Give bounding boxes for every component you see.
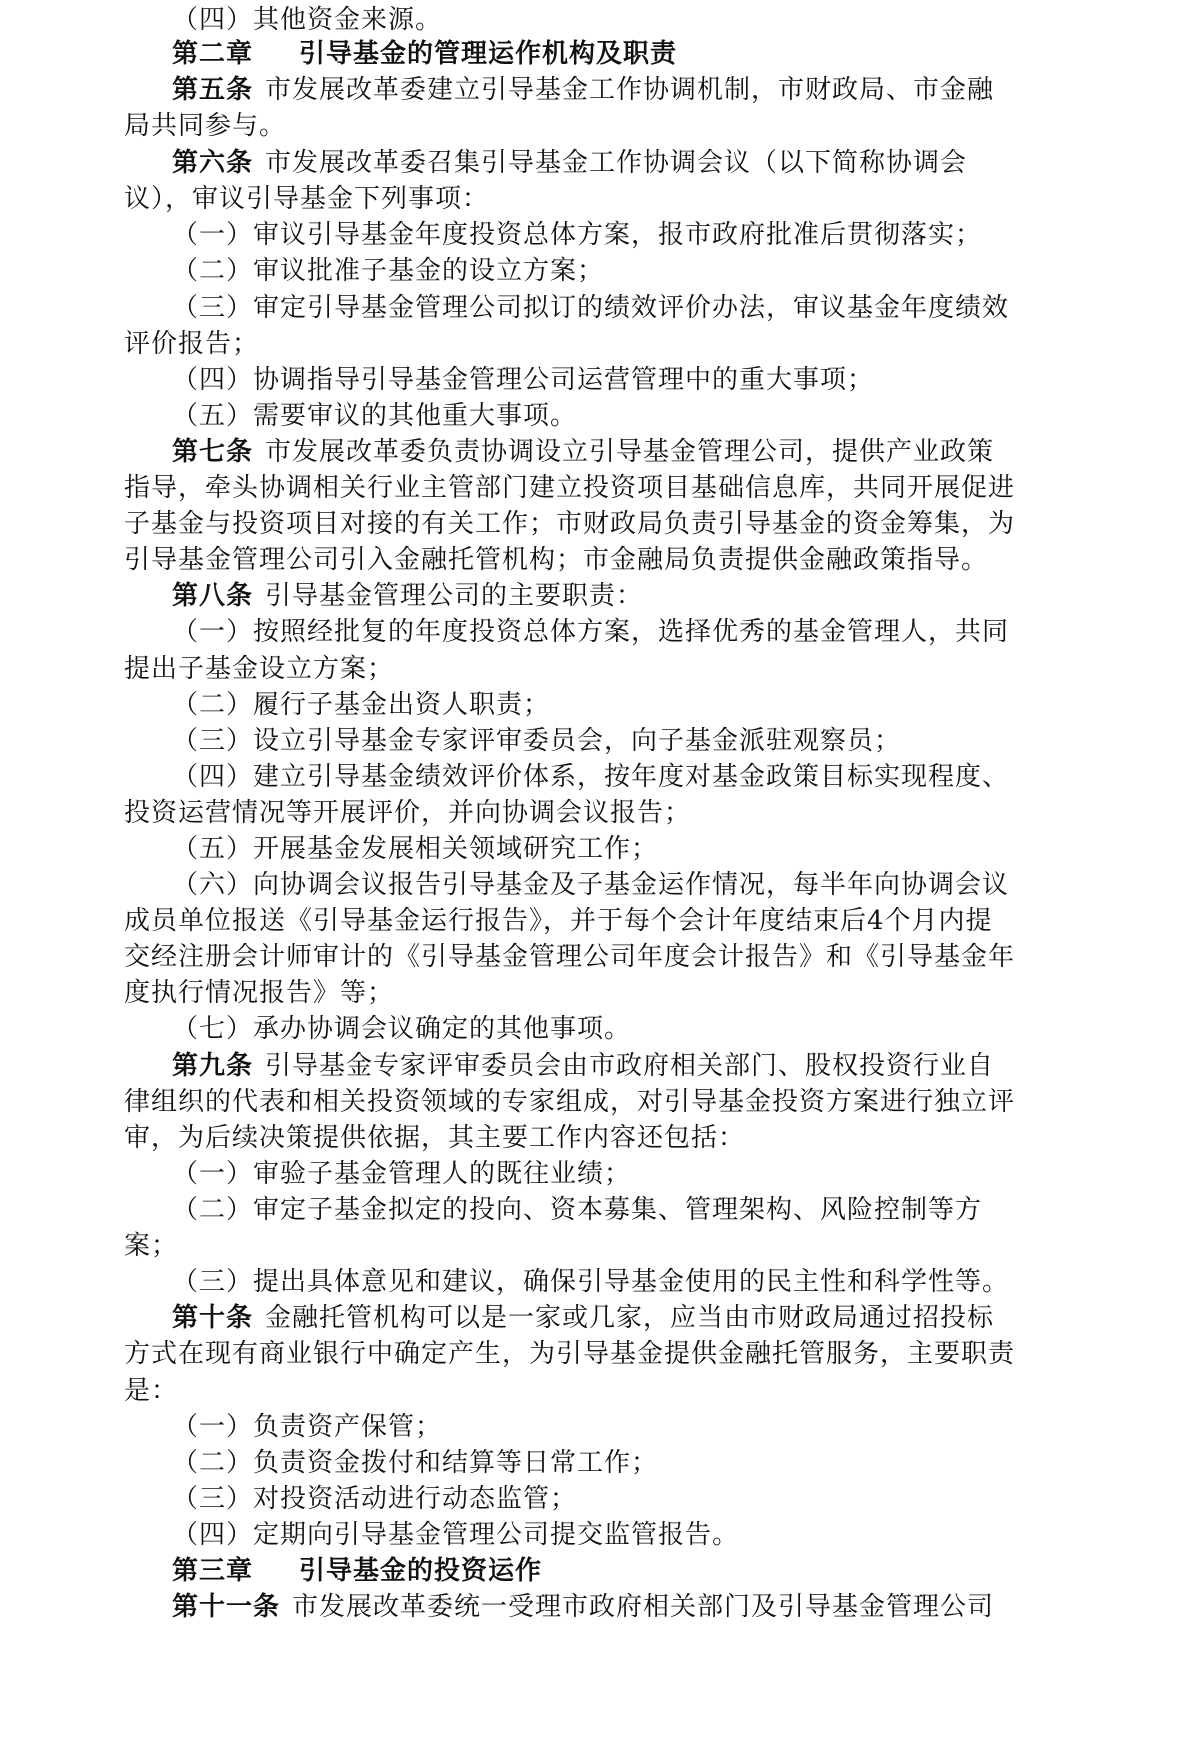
list-item: （二）负责资金拨付和结算等日常工作； [172,1448,659,1478]
text-line: 局共同参与。 [124,111,287,141]
list-item: （一）审验子基金管理人的既往业绩； [172,1159,632,1189]
text-line: 指导，牵头协调相关行业主管部门建立投资项目基础信息库，共同开展促进 [124,473,1016,503]
article-paragraph: 第九条 引导基金专家评审委员会由市政府相关部门、股权投资行业自 [172,1051,995,1081]
text-line: 交经注册会计师审计的《引导基金管理公司年度会计报告》和《引导基金年 [124,942,1016,972]
article-number: 第十条 [172,1303,254,1333]
list-item: （二）审定子基金拟定的投向、资本募集、管理架构、风险控制等方 [172,1195,983,1225]
list-item: （四）定期向引导基金管理公司提交监管报告。 [172,1520,740,1550]
text-line: 评价报告； [124,329,260,359]
list-item: （五）开展基金发展相关领域研究工作； [172,834,659,864]
text-line: 议），审议引导基金下列事项： [124,184,490,214]
text-line: 案； [124,1231,179,1261]
article-paragraph: 第五条 市发展改革委建立引导基金工作协调机制，市财政局、市金融 [172,75,995,105]
list-item: （四）其他资金来源。 [172,5,443,35]
article-number: 第六条 [172,148,254,178]
list-item: （二）审议批准子基金的设立方案； [172,256,605,286]
list-item: （五）需要审议的其他重大事项。 [172,401,578,431]
chapter-number: 第二章 [172,39,254,69]
list-item: （四）协调指导引导基金管理公司运营管理中的重大事项； [172,365,875,395]
text-line: 投资运营情况等开展评价，并向协调会议报告； [124,798,692,828]
text-line: 律组织的代表和相关投资领域的专家组成，对引导基金投资方案进行独立评 [124,1087,1016,1117]
list-item: （三）设立引导基金专家评审委员会，向子基金派驻观察员； [172,726,902,756]
chapter-heading [172,1553,542,1589]
list-item: （三）对投资活动进行动态监管； [172,1484,578,1514]
article-number: 第八条 [172,581,254,611]
list-item: （一）按照经批复的年度投资总体方案，选择优秀的基金管理人，共同 [172,617,1010,647]
list-item: （一）负责资产保管； [172,1412,443,1442]
list-item: （三）提出具体意见和建议，确保引导基金使用的民主性和科学性等。 [172,1267,1010,1297]
chapter-title: 引导基金的投资运作 [299,1556,543,1586]
list-item: （七）承办协调会议确定的其他事项。 [172,1014,632,1044]
article-number: 第五条 [172,75,254,105]
article-number: 第九条 [172,1051,254,1081]
article-paragraph: 第八条 引导基金管理公司的主要职责： [172,581,644,611]
text-line: 度执行情况报告》等； [124,978,395,1008]
article-paragraph: 第十一条 市发展改革委统一受理市政府相关部门及引导基金管理公司 [172,1592,995,1622]
article-paragraph: 第十条 金融托管机构可以是一家或几家，应当由市财政局通过招投标 [172,1303,995,1333]
text-line: 提出子基金设立方案； [124,654,395,684]
article-number: 第七条 [172,437,254,467]
list-item: （六）向协调会议报告引导基金及子基金运作情况，每半年向协调会议 [172,870,1010,900]
list-item: （二）履行子基金出资人职责； [172,690,551,720]
chapter-heading [172,36,677,72]
text-line: 方式在现有商业银行中确定产生，为引导基金提供金融托管服务，主要职责 [124,1339,1016,1369]
list-item: （一）审议引导基金年度投资总体方案，报市政府批准后贯彻落实； [172,220,983,250]
article-paragraph: 第七条 市发展改革委负责协调设立引导基金管理公司，提供产业政策 [172,437,995,467]
text-line: 子基金与投资项目对接的有关工作；市财政局负责引导基金的资金筹集，为 [124,509,1016,539]
article-paragraph: 第六条 市发展改革委召集引导基金工作协调会议（以下简称协调会 [172,148,968,178]
list-item: （三）审定引导基金管理公司拟订的绩效评价办法，审议基金年度绩效 [172,293,1010,323]
text-line: 引导基金管理公司引入金融托管机构；市金融局负责提供金融政策指导。 [124,545,989,575]
article-number: 第十一条 [172,1592,281,1622]
chapter-title: 引导基金的管理运作机构及职责 [299,39,678,69]
list-item: （四）建立引导基金绩效评价体系，按年度对基金政策目标实现程度、 [172,762,1010,792]
text-line: 成员单位报送《引导基金运行报告》，并于每个会计年度结束后4个月内提 [124,906,993,936]
chapter-number: 第三章 [172,1556,254,1586]
text-line: 是： [124,1376,179,1406]
text-line: 审，为后续决策提供依据，其主要工作内容还包括： [124,1123,746,1153]
